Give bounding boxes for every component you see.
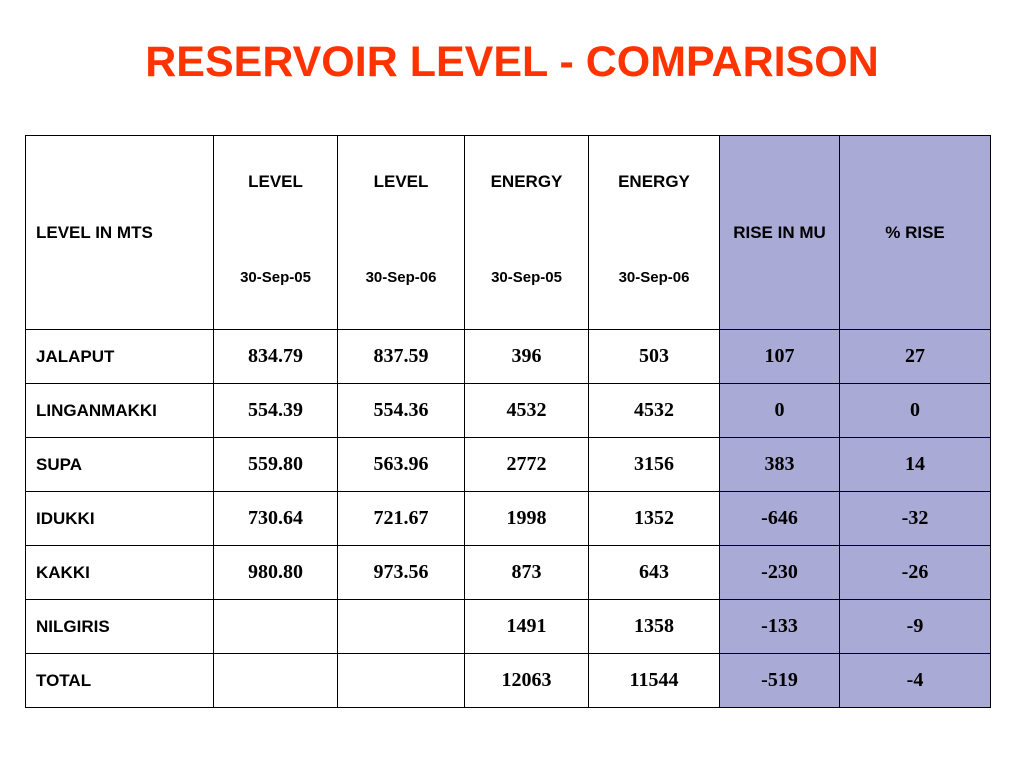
header-energy-06-title: ENERGY [618,172,690,191]
row-label: SUPA [26,438,214,492]
cell-level-06: 563.96 [338,438,465,492]
cell-level-05 [214,600,338,654]
cell-energy-06: 1358 [589,600,720,654]
table-row [26,330,991,384]
cell-level-05: 730.64 [214,492,338,546]
header-energy-06 [589,136,720,330]
row-label: TOTAL [26,654,214,708]
slide-title: RESERVOIR LEVEL - COMPARISON [145,38,879,86]
cell-level-05: 554.39 [214,384,338,438]
table-row [26,600,991,654]
cell-level-06 [338,600,465,654]
cell-rise-mu: 383 [720,438,840,492]
header-row [26,136,991,330]
header-energy-05 [465,136,589,330]
header-level-in-mts: LEVEL IN MTS [36,222,153,242]
header-energy-05-date: 30-Sep-05 [491,269,562,286]
header-pct-rise [840,136,991,330]
header-pct-rise-label: % RISE [885,222,945,242]
cell-level-05 [214,654,338,708]
cell-pct-rise: 0 [840,384,991,438]
header-energy-05-title: ENERGY [490,172,563,191]
cell-pct-rise: 27 [840,330,991,384]
table-row [26,492,991,546]
header-level-05 [214,136,338,330]
cell-rise-mu: -133 [720,600,840,654]
cell-energy-06: 643 [589,546,720,600]
cell-rise-mu: -230 [720,546,840,600]
cell-pct-rise: -26 [840,546,991,600]
reservoir-table [25,135,991,708]
cell-energy-06: 4532 [589,384,720,438]
row-label: IDUKKI [26,492,214,546]
table-row [26,384,991,438]
row-label: KAKKI [26,546,214,600]
cell-energy-06: 1352 [589,492,720,546]
cell-energy-06: 11544 [589,654,720,708]
cell-rise-mu: 107 [720,330,840,384]
cell-energy-05: 873 [465,546,589,600]
cell-rise-mu: -646 [720,492,840,546]
header-level-05-title: LEVEL [248,172,303,191]
cell-energy-05: 396 [465,330,589,384]
cell-level-06: 554.36 [338,384,465,438]
table-row [26,438,991,492]
cell-energy-06: 3156 [589,438,720,492]
cell-energy-06: 503 [589,330,720,384]
header-level-06-title: LEVEL [373,172,429,191]
row-label: JALAPUT [26,330,214,384]
cell-pct-rise: -32 [840,492,991,546]
cell-energy-05: 1491 [465,600,589,654]
header-row-label [26,136,214,330]
header-level-05-date: 30-Sep-05 [240,269,311,286]
header-rise-mu-label: RISE IN MU [733,222,826,242]
table-row [26,546,991,600]
cell-level-06: 837.59 [338,330,465,384]
cell-level-05: 980.80 [214,546,338,600]
cell-level-06 [338,654,465,708]
row-label: LINGANMAKKI [26,384,214,438]
header-rise-mu [720,136,840,330]
header-energy-06-date: 30-Sep-06 [618,269,690,286]
cell-energy-05: 12063 [465,654,589,708]
cell-pct-rise: -9 [840,600,991,654]
cell-rise-mu: -519 [720,654,840,708]
cell-level-05: 559.80 [214,438,338,492]
cell-energy-05: 4532 [465,384,589,438]
row-label: NILGIRIS [26,600,214,654]
cell-rise-mu: 0 [720,384,840,438]
cell-level-05: 834.79 [214,330,338,384]
cell-pct-rise: -4 [840,654,991,708]
cell-pct-rise: 14 [840,438,991,492]
cell-level-06: 973.56 [338,546,465,600]
cell-level-06: 721.67 [338,492,465,546]
cell-energy-05: 2772 [465,438,589,492]
table-body [26,330,991,708]
cell-energy-05: 1998 [465,492,589,546]
header-level-06-date: 30-Sep-06 [365,269,437,286]
header-level-06 [338,136,465,330]
table-row [26,654,991,708]
